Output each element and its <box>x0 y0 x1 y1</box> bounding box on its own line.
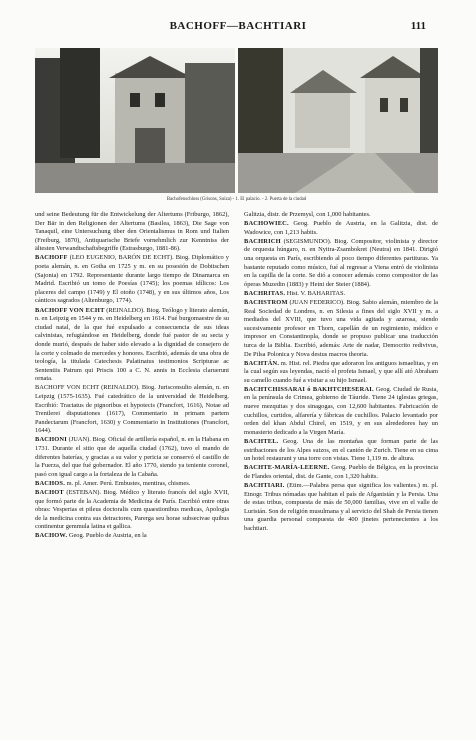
entry-text: (LEO EUGENIO, BARÓN DE ECHT). Biog. Diplomático y poeta alemán, n. en Gotha en 1725 y m. en su posesión de Dobitschen (Sajonia) en 1792. Representante durante largo tiempo de Dinamarca en Madrid. Escribió un tomo de Poesías (1745); los poemas idílicos: Los placeres del campo (1749) y El otoño (1748), y en sus últimos años, Los cánticos sagrados (Altenburgo, 1774). <box>35 254 229 305</box>
entry <box>244 438 438 464</box>
entry <box>244 482 438 534</box>
entry <box>244 211 438 220</box>
headword: BACHTÁN. <box>244 359 280 367</box>
page-number: 111 <box>410 20 426 32</box>
entry-text: (REINALDO). Biog. Teólogo y literato alemán, n. en Leipzig en 1544 y m. en Heidelberg en 1614. Fué burgomaestre de su ciudad natal, de la que fué expulsado a consecuencia de sus ideas calvinistas, refugiándose en Heidelberg, donde fué pastor de su secta y donde murió, después de haber sido elevado a la dignidad de consejero de la corte y colmado de mercedes y honores. Escribió, además de una obra de teología, la titulada Catechesis Palatinatus testimonios Scripturae ac Sententiis Patrum qui Priscis 100 a C. N. annis in Ecclesia claruerunt ornata. <box>35 306 229 383</box>
entry <box>35 480 229 489</box>
headword: BACHOS. <box>35 479 65 487</box>
left-column <box>35 211 229 542</box>
entry <box>244 238 438 290</box>
entry <box>35 436 229 479</box>
headword: BACHTE-MARÍA-LEERNE. <box>244 464 330 472</box>
headword: BACHRITAS. <box>244 289 286 297</box>
entry-text: Geog. Ciudad de Rusia, en la península de Crimea, gobierno de Táuride. Tiene 24 iglesias griegas, nueve mezquitas y dos sinagogas, con 12,600 habitantes. Fabricación de cuchillos, curtidos, alfarería y fábricas de cuchillos. Palacio levantado por orden del khan Abdul Chirel, en 1519, y en sus alrededores hay un monasterio dedicado a la Virgen María. <box>244 385 438 436</box>
entry-text: (JUAN FEDERICO). Biog. Sabio alemán, miembro de la Real Sociedad de Londres, n. en Silesia a fines del siglo XVII y m. a mediados del XVIII, que tuvo una vida agitada y azarosa, siendo sucesivamente profesor en Thorn, capellán de un regimiento, médico e impresor en Constantinopla, donde se propuso publicar una traducción turca de la Biblia. Escribió, además: Arte de nadar, Democrito redivivus, De Pilsa Polonica y Nova destus macros theoria. <box>244 298 438 358</box>
entry <box>244 386 438 438</box>
figure-photograph <box>35 48 438 193</box>
headword: BACHOT <box>35 489 64 496</box>
entry <box>35 489 229 532</box>
entry <box>244 360 438 386</box>
entry-text: Geog. Pueblo de Austria, en la Galitzia, dist. de Wadowice, con 1,213 habits. <box>244 220 438 236</box>
entry-text: Galitzia, distr. de Przemysl, con 1,000 habitantes. <box>244 211 371 218</box>
entry-text: (JUAN). Biog. Oficial de artillería español, n. en la Habana en 1731. Durante el sitio que de aquella ciudad (1762), tuvo el mando de diferentes baterías, y gracias a su valor y pericia se conservó el castillo de la Fuerza, del que fué gobernador. El año 1770, siendo ya teniente coronel, pasó con igual cargo a la fortaleza de la Cabaña. <box>35 436 229 478</box>
entry <box>35 532 229 541</box>
entry <box>244 464 438 481</box>
page-header <box>0 20 476 38</box>
entry-text: Geog. Pueblo de Bélgica, en la provincia de Flandes oriental, dist. de Gante, con 1,320 habits. <box>244 464 438 480</box>
entry <box>35 211 229 254</box>
entry-text: und seine Bedeutung für die Entwickelung der Altertums (Friburgo, 1862), Der Bär in den Religionen der Altertums (Basilea, 1863), Die Sage von Tanaquil, eine Untersuchung über den Orientalismus in Rom und Italien (Freiburg, 1870), Antiquarische Briefe vornehmlich zur Kenntniss der ältesten Verwandtschaftsbegriffe (Estrasburgo, 1881-86). <box>35 211 229 253</box>
entry <box>35 384 229 436</box>
entry-text: (SEGISMUNDO). Biog. Compositor, violinista y director de orquesta húngaro, n. en Nyitra-Zsambokret (Neutra) en 1841. Dirigió una orquesta en París, escribiendo al poco tiempo diferentes partituras. Ya bastante reputado como músico, fué al regresar a Viena entró de violinista en la capilla de la corte. Se dió a conocer además como compositor de las óperas Muzedin (1883) y Heini der Steier (1884). <box>244 237 438 288</box>
headword: BACHSTROM <box>244 298 288 306</box>
entry-text: BACHOFF VON ECHT (REINALDO). Biog. Jurisconsulto alemán, n. en Leipzig (1575-1635). Fué catedrático de la universidad de Heidelberg. Escribió: Tractatus de pignoribus et hypotecis (Francfort, 1616), Notae ad Trentlerei disputationes (1617), Commentario in primam partem Pandectarum (Francfort, 1630) y Commentario in Institutiones (Francfort, 1644). <box>35 384 229 435</box>
headword: BACHRICH <box>244 237 281 245</box>
entry <box>35 307 229 384</box>
headword: BACHTCHISSARAI ó BAKHTCHESERAI. <box>244 385 374 393</box>
headword: BACHTIARI. <box>244 481 285 489</box>
entry-text: Hist. V. BAHARITAS. <box>286 289 346 297</box>
headword: BACHTEL. <box>244 437 279 445</box>
entry <box>244 220 438 237</box>
photograph-image <box>35 48 438 193</box>
headword: BACHOW. <box>35 532 68 540</box>
right-column <box>244 211 438 534</box>
headword: BACHOFF VON ECHT <box>35 306 105 314</box>
entry-text: Geog. Pueblo de Austria, en la <box>68 532 147 540</box>
entry <box>244 299 438 359</box>
headword: BACHOWIEC. <box>244 220 289 228</box>
entry-text: (ESTEBAN). Biog. Médico y literato francés del siglo XVII, que formó parte de la Academia de Medicina de París. Escribió entre otras obras: Vesperias et pileus doctoralis cum quaestionibus medicas, Apologia de la medicina contra sus detractores, Parerga seu horae subsecivae quibus continentur gemmula latina et gallica. <box>35 489 229 531</box>
entry-text: m. pl. Amer. Perú. Embustes, mentiras, chismes. <box>66 479 191 487</box>
running-head: BACHOFF—BACHTIARI <box>169 20 307 32</box>
entry-text: m. Hist. rel. Piedra que adoraron los antiguos ismaelitas, y en la cual según sus leyendas, nació el profeta Ismael, y que allí ató Abraham su camello cuando fué a visitar a su hijo Ismael. <box>244 359 438 384</box>
entry <box>244 290 438 299</box>
headword: BACHONI <box>35 436 67 444</box>
entry-text: Geog. Una de las montañas que forman parte de las estribaciones de los Alpes suizos, en el cantón de Zurich. Tiene en su cima un hotel restaurant y una torre con vistas. Tiene 1,119 m. de altura. <box>244 437 438 463</box>
entry <box>35 254 229 306</box>
entry-text: (Etim.—Palabra persa que significa los valientes.) m. pl. Etnogr. Tribus nómadas que habitan el país de Afganistán y la Persia. Una de estas tribus, compuesta de más de 50,000 familias, vive en el valle de Luristán. Son de religión musulmana y al servicio del Shah de Persia tienen una guardia personal compuesta de 400 jinetes pertenecientes a los bachtiari. <box>244 481 438 532</box>
headword: BACHOFF <box>35 254 68 262</box>
figure-caption: Bachofenschloss (Grisons, Suiza) - 1. El palacio. - 2. Puerta de la ciudad <box>166 197 307 202</box>
